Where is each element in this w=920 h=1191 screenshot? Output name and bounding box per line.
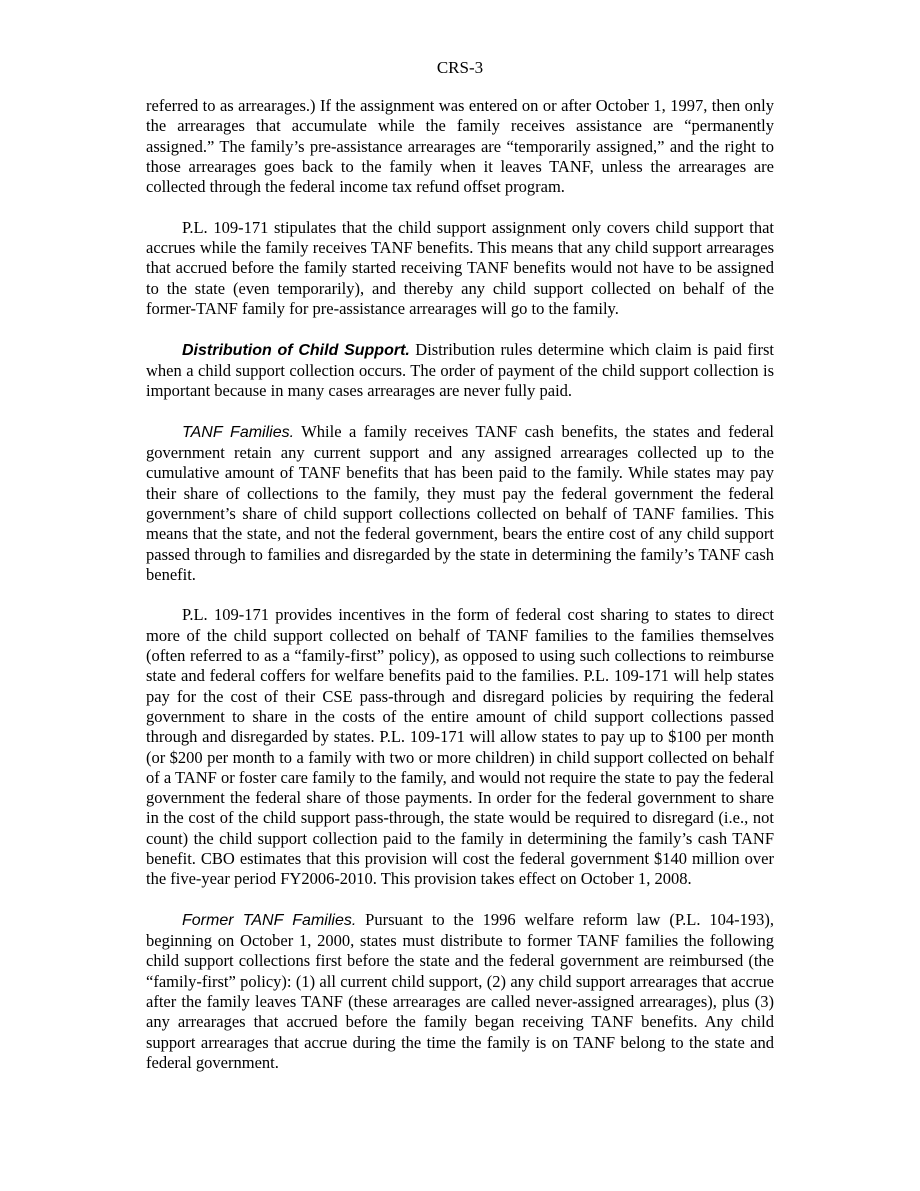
paragraph-text: P.L. 109-171 stipulates that the child support assignment only covers child support that accrues while the family receives TANF benefits. This means that any child support arrearages that accrued before the family started receiving TANF benefits would not have to be assigned to the state (even temporarily), and thereby any child support collected on behalf of the former-TANF family for pre-assistance arrearages will go to the family. <box>146 217 774 318</box>
paragraph-text: Distribution rules determine which claim is paid first when a child support collection occurs. The order of payment of the child support collection is important because in many cases arrearages are never fully paid. <box>146 339 774 401</box>
run-in-heading: Former TANF Families. <box>182 911 357 929</box>
run-in-heading: Distribution of Child Support. <box>182 341 410 359</box>
paragraph-pl-109-171-incentives <box>146 605 774 889</box>
paragraph-distribution-of-child-support <box>146 340 774 402</box>
paragraph-text: Pursuant to the 1996 welfare reform law (P.L. 104-193), beginning on October 1, 2000, states must distribute to former TANF families the following child support collections first before the state and the federal government are reimbursed (the “family-first” policy): (1) all current child support, (2) any child support arrearages that accrue after the family leaves TANF (these arrearages are called never-assigned arrearages), plus (3) any arrearages that accrued before the family began receiving TANF benefits. Any child support arrearages that accrue during the time the family is on TANF belong to the state and federal government. <box>146 909 774 1072</box>
run-in-heading: TANF Families. <box>182 423 295 441</box>
paragraph-text: P.L. 109-171 provides incentives in the form of federal cost sharing to states to direct more of the child support collected on behalf of TANF families to the families themselves (often referred to as a “family-first” policy), as opposed to using such collections to reimburse state and federal coffers for welfare benefits paid to the families. P.L. 109-171 will help states pay for the cost of their CSE pass-through and disregard policies by requiring the federal government to share in the costs of the entire amount of child support collections passed through and disregarded by states. P.L. 109-171 will allow states to pay up to $100 per month (or $200 per month to a family with two or more children) in child support collected on behalf of a TANF or foster care family to the family, and would not require the state to pay the federal government the federal share of those payments. In order for the federal government to share in the cost of the child support pass-through, the state would be required to disregard (i.e., not count) the child support collection paid to the family in determining the family’s cash TANF benefit. CBO estimates that this provision will cost the federal government $140 million over the five-year period FY2006-2010. This provision takes effect on October 1, 2008. <box>146 605 774 889</box>
document-page <box>146 0 774 1094</box>
paragraph-text: While a family receives TANF cash benefits, the states and federal government retain any current support and any assigned arrearages collected up to the cumulative amount of TANF benefits that has been paid to the family. While states may pay their share of collections to the family, they must pay the federal government the federal government’s share of child support collections collected on behalf of TANF families. This means that the state, and not the federal government, bears the entire cost of any child support passed through to families and disregarded by the state in determining the family’s TANF cash benefit. <box>146 421 775 584</box>
paragraph-text: referred to as arrearages.) If the assignment was entered on or after October 1, 1997, then only the arrearages that accumulate while the family receives assistance are “permanently assigned.” The family’s pre-assistance arrearages are “temporarily assigned,” and the right to those arrearages goes back to the family when it leaves TANF, unless the arrearages are collected through the federal income tax refund offset program. <box>146 96 774 197</box>
paragraph-tanf-families <box>146 422 774 585</box>
page-number-header: CRS-3 <box>436 58 484 77</box>
paragraph-pl-109-171-assignment <box>146 218 774 319</box>
paragraph-former-tanf-families <box>146 910 774 1073</box>
paragraph-assignment-arrearages <box>146 96 774 197</box>
